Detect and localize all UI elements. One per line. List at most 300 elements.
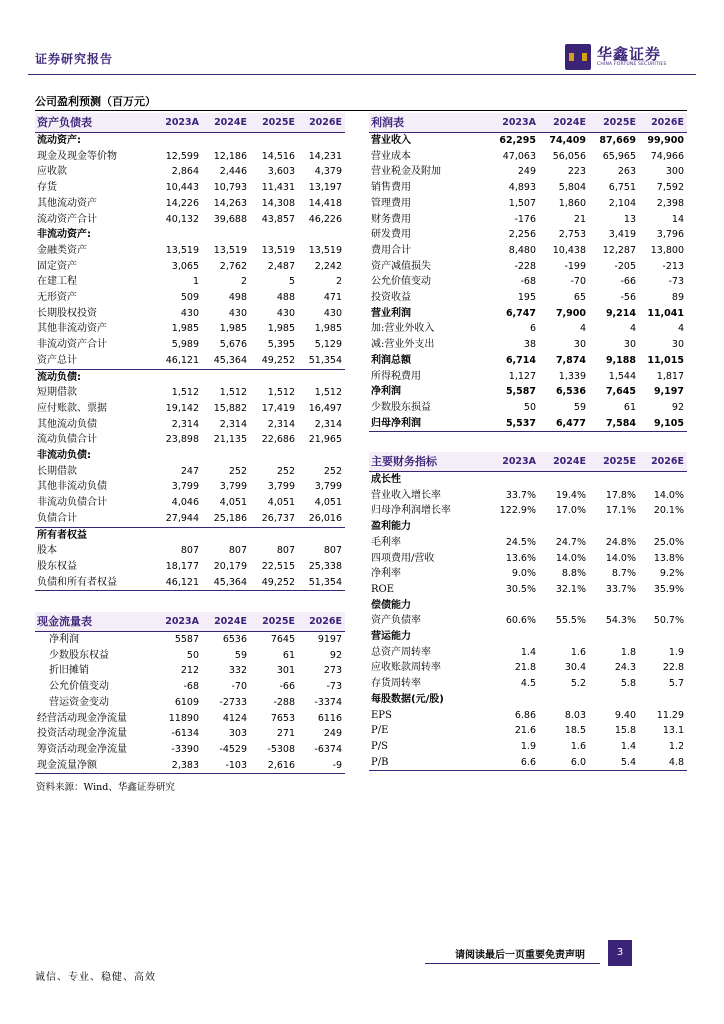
cell-value: 2,753 [558, 229, 586, 241]
table-row [35, 180, 345, 196]
row-label: 流动负债: [35, 369, 147, 385]
cell-value [639, 472, 687, 488]
row-label: 每股数据(元/股) [371, 693, 444, 705]
table-row [35, 133, 345, 149]
cell-value: 35.9% [653, 583, 684, 595]
table-row [369, 535, 687, 551]
page-number: 3 [608, 940, 632, 966]
cell-value: 807 [323, 545, 342, 557]
cell-value: 1.4 [620, 740, 636, 752]
cell-value: 33.7% [605, 583, 636, 595]
row-label: 现金流量净额 [35, 758, 147, 774]
table-row [369, 582, 687, 598]
cell-value: 301 [276, 665, 295, 677]
cell-value: 50 [186, 649, 199, 661]
row-label: 存货 [37, 182, 57, 194]
row-label: 营业税金及附加 [371, 166, 441, 178]
row-label: 流动资产: [37, 135, 81, 146]
table-row [35, 321, 345, 337]
cell-value: 2 [335, 276, 342, 288]
cell-value: 212 [180, 665, 199, 677]
cell-value [589, 472, 639, 488]
cell-value: 18,177 [165, 560, 199, 572]
cell-value: 2,446 [219, 166, 247, 178]
cell-value: 1,127 [508, 370, 536, 382]
cell-value: 56,056 [552, 150, 586, 162]
cell-value [639, 519, 687, 535]
cell-value [489, 519, 539, 535]
cell-value: 9,214 [605, 307, 636, 319]
table-row [35, 511, 345, 527]
table-row [35, 306, 345, 322]
cell-value: 4,046 [171, 497, 199, 509]
table-row [369, 133, 687, 149]
row-label: 净利润 [49, 634, 79, 645]
cell-value: 6109 [174, 696, 199, 708]
cell-value: 22,515 [261, 560, 295, 572]
row-label: 投资收益 [371, 292, 411, 304]
cell-value: 49,252 [261, 354, 295, 366]
cell-value: -56 [620, 292, 636, 304]
row-label: ROE [371, 583, 395, 595]
cell-value: 9,197 [653, 386, 684, 398]
cell-value: 2,314 [267, 418, 295, 430]
cell-value: 430 [276, 307, 295, 319]
cell-value: 1 [192, 276, 199, 288]
cell-value: 20,179 [213, 560, 247, 572]
table-header [369, 452, 687, 472]
row-label: 投资活动现金净流量 [37, 728, 127, 740]
cell-value [250, 227, 298, 243]
table-row [35, 543, 345, 559]
cell-value: 2,314 [171, 418, 199, 430]
table-row [35, 726, 345, 742]
cell-value: 3,796 [656, 229, 684, 241]
cell-value [489, 472, 539, 488]
row-label: 净利率 [371, 568, 401, 580]
source-note: 资料来源：Wind、华鑫证券研究 [36, 782, 175, 793]
cell-value: 59 [573, 401, 586, 413]
cell-value: 11890 [168, 712, 199, 724]
cell-value: 3,603 [267, 166, 295, 178]
cell-value: 7653 [270, 712, 295, 724]
cell-value: 51,354 [308, 354, 342, 366]
cell-value: 2,314 [314, 418, 342, 430]
row-label: 其他流动负债 [37, 418, 97, 430]
cell-value: 47,063 [502, 150, 536, 162]
cell-value: 3,799 [219, 481, 247, 493]
cell-value: 30 [671, 339, 684, 351]
cell-value [539, 519, 589, 535]
row-label: 销售费用 [371, 182, 411, 194]
cell-value: 17,419 [261, 402, 295, 414]
cell-value [539, 472, 589, 488]
cell-value: 24.8% [605, 536, 636, 548]
cell-value: 7,874 [555, 354, 586, 366]
row-label: 应收账款周转率 [371, 662, 441, 674]
cell-value: 6.0 [539, 755, 589, 771]
row-label: 净利润 [371, 386, 401, 398]
table-row [35, 448, 345, 464]
cell-value [539, 598, 589, 614]
cell-value: 25.0% [653, 536, 684, 548]
table-row [369, 259, 687, 275]
cell-value: 223 [567, 166, 586, 178]
cell-value: 55.5% [555, 615, 586, 627]
cell-value: 3,065 [171, 260, 199, 272]
year-header: 2025E [589, 452, 639, 472]
table-row [35, 164, 345, 180]
row-label: 固定资产 [37, 260, 77, 272]
row-label: 流动资产合计 [37, 213, 97, 225]
cell-value: 263 [617, 166, 636, 178]
table-row [369, 290, 687, 306]
cell-value [147, 369, 202, 385]
table-row [35, 464, 345, 480]
table-row [35, 259, 345, 275]
row-label: 盈利能力 [371, 521, 411, 533]
table-row [369, 519, 687, 535]
row-label: 股本 [37, 545, 57, 557]
row-label: 总资产周转率 [371, 646, 431, 658]
cell-value: 9.0% [511, 568, 536, 580]
row-label: 非流动资产合计 [37, 339, 107, 351]
cell-value: 6.6 [489, 755, 539, 771]
table-row [35, 527, 345, 543]
table-row [35, 559, 345, 575]
table-row [369, 472, 687, 488]
cell-value [250, 448, 298, 464]
row-label: 流动负债合计 [37, 434, 97, 446]
cell-value: 7645 [270, 634, 295, 645]
cell-value [147, 133, 202, 149]
cell-value: 14,516 [261, 150, 295, 162]
cell-value: 13,800 [650, 244, 684, 256]
table-row [369, 755, 687, 771]
table-row [369, 400, 687, 416]
cell-value: -3390 [171, 743, 199, 755]
cell-value: 65,965 [602, 150, 636, 162]
cell-value: 4,051 [267, 497, 295, 509]
cell-value [147, 527, 202, 543]
disclaimer-link[interactable]: 请阅读最后一页重要免责声明 [455, 950, 585, 961]
cell-value: 332 [228, 665, 247, 677]
row-label: 财务费用 [371, 213, 411, 225]
year-header: 2024E [202, 612, 250, 632]
row-label: 公允价值变动 [49, 681, 109, 693]
table-row [35, 648, 345, 664]
cell-value: 46,226 [308, 213, 342, 225]
cell-value: 2,383 [147, 758, 202, 774]
cell-value: 11,015 [647, 354, 684, 366]
cell-value: 21.6 [514, 725, 536, 737]
table-row [369, 149, 687, 165]
cell-value: -6374 [314, 743, 342, 755]
cell-value: 92 [671, 401, 684, 413]
cell-value: 430 [180, 307, 199, 319]
cell-value [298, 133, 345, 149]
cell-value: 32.1% [555, 583, 586, 595]
cell-value: 1,512 [267, 387, 295, 399]
cell-value: 4 [677, 323, 684, 335]
cell-value: 8.03 [564, 709, 586, 721]
cell-value: 7,900 [555, 307, 586, 319]
cell-value [589, 692, 639, 708]
cell-value: 6.86 [514, 709, 536, 721]
cell-value [539, 629, 589, 645]
cell-value: 22.8 [662, 662, 684, 674]
table-row [369, 306, 687, 322]
cell-value: 1.8 [620, 646, 636, 658]
cell-value: 30.4 [564, 662, 586, 674]
row-label: 营业收入 [371, 135, 411, 146]
section-title: 公司盈利预测（百万元） [35, 95, 156, 108]
cell-value: 92 [329, 649, 342, 661]
table-header [369, 113, 687, 133]
row-label: 加:营业外收入 [371, 323, 435, 335]
cell-value: 14,418 [308, 197, 342, 209]
logo-icon [565, 44, 591, 70]
cell-value: 12,599 [165, 150, 199, 162]
cell-value: 14,226 [165, 197, 199, 209]
row-label: 费用合计 [371, 244, 411, 256]
cell-value: 30 [623, 339, 636, 351]
row-label: 其他非流动资产 [37, 323, 107, 335]
cell-value: 2 [240, 276, 247, 288]
table-row [369, 196, 687, 212]
table-row [35, 679, 345, 695]
cell-value: 4 [629, 323, 636, 335]
cell-value [202, 133, 250, 149]
cell-value: 6,747 [505, 307, 536, 319]
report-type: 证券研究报告 [35, 52, 114, 66]
cell-value: 17.0% [555, 505, 586, 517]
cell-value: 122.9% [499, 505, 536, 517]
cell-value: 14,308 [261, 197, 295, 209]
table-title: 利润表 [369, 113, 489, 133]
table-row [369, 692, 687, 708]
cell-value: 23,898 [165, 434, 199, 446]
cell-value [202, 227, 250, 243]
year-header: 2026E [298, 612, 345, 632]
company-logo [565, 44, 667, 70]
cell-value: -73 [668, 276, 684, 288]
table-row [35, 479, 345, 495]
cell-value: 807 [276, 545, 295, 557]
table-row [369, 337, 687, 353]
table-row [369, 708, 687, 724]
table-row [369, 660, 687, 676]
table-row [369, 566, 687, 582]
cell-value: 1,512 [171, 387, 199, 399]
row-label: 毛利率 [371, 536, 401, 548]
table-row [35, 274, 345, 290]
cell-value: 15.8 [614, 725, 636, 737]
cell-value: 5 [288, 276, 295, 288]
cell-value: 51,354 [298, 575, 345, 591]
table-row [369, 676, 687, 692]
row-label: P/S [371, 740, 388, 752]
row-label: 无形资产 [37, 292, 77, 304]
cell-value: 45,364 [202, 575, 250, 591]
cell-value: 12,186 [213, 150, 247, 162]
cell-value [202, 448, 250, 464]
row-label: 利润总额 [371, 354, 411, 366]
row-label: 经营活动现金净流量 [37, 712, 127, 724]
row-label: 折旧摊销 [49, 665, 89, 677]
cell-value: 249 [323, 728, 342, 740]
cell-value: 9,105 [639, 416, 687, 432]
cell-value: 49,252 [250, 575, 298, 591]
row-label: 负债合计 [37, 512, 77, 524]
cell-value: 13,519 [308, 244, 342, 256]
cell-value: 2,762 [219, 260, 247, 272]
row-label: 长期股权投资 [37, 307, 97, 319]
cell-value: 4,051 [314, 497, 342, 509]
table-row [35, 385, 345, 401]
table-row [369, 227, 687, 243]
table-row [369, 645, 687, 661]
cell-value: -68 [520, 276, 536, 288]
row-label: 营业收入增长率 [371, 489, 441, 501]
cell-value [489, 629, 539, 645]
cell-value: 252 [228, 465, 247, 477]
cell-value: 471 [323, 292, 342, 304]
cell-value: 9197 [317, 634, 342, 645]
table-row [369, 488, 687, 504]
cell-value: 1.9 [520, 740, 536, 752]
cell-value: 807 [228, 545, 247, 557]
cell-value: 4.5 [520, 678, 536, 690]
cell-value: 11.29 [656, 709, 684, 721]
table-row [369, 503, 687, 519]
cell-value: 33.7% [505, 489, 536, 501]
cell-value: 46,121 [165, 354, 199, 366]
cell-value: 5.7 [668, 678, 684, 690]
cell-value: 60.6% [505, 615, 536, 627]
cell-value: 1,339 [558, 370, 586, 382]
row-label: 应付账款、票据 [37, 402, 107, 414]
row-label: 营运资金变动 [49, 696, 109, 708]
row-label: 资产减值损失 [371, 260, 431, 272]
cell-value: 17.1% [605, 505, 636, 517]
cell-value: 45,364 [213, 354, 247, 366]
cell-value: -66 [620, 276, 636, 288]
row-label: 非流动负债: [37, 450, 91, 462]
cell-value: -66 [279, 681, 295, 693]
cell-value: -176 [514, 213, 536, 225]
cell-value: 38 [523, 339, 536, 351]
row-label: 偿债能力 [371, 599, 411, 611]
table-row [369, 212, 687, 228]
table-row [369, 723, 687, 739]
cell-value [298, 527, 345, 543]
cell-value: 12,287 [602, 244, 636, 256]
cell-value: 13,519 [261, 244, 295, 256]
cell-value: -103 [202, 758, 250, 774]
cell-value: 46,121 [147, 575, 202, 591]
row-label: 长期借款 [37, 465, 77, 477]
table-row [369, 739, 687, 755]
row-label: 所有者权益 [35, 527, 147, 543]
table-row [35, 369, 345, 385]
cell-value: 54.3% [605, 615, 636, 627]
cell-value [298, 369, 345, 385]
cell-value: 16,497 [308, 402, 342, 414]
table-row [35, 149, 345, 165]
cell-value: 2,487 [267, 260, 295, 272]
row-label: 成长性 [371, 474, 401, 485]
cell-value [489, 598, 539, 614]
table-row [35, 337, 345, 353]
year-header: 2025E [589, 113, 639, 133]
year-header: 2026E [298, 113, 345, 133]
cell-value: 21 [573, 213, 586, 225]
cell-value: 61 [623, 401, 636, 413]
cell-value: 26,016 [308, 512, 342, 524]
cell-value: 252 [323, 465, 342, 477]
cell-value: -6134 [171, 728, 199, 740]
cell-value: 19.4% [555, 489, 586, 501]
cell-value: 9.2% [659, 568, 684, 580]
row-label: 金融类资产 [37, 244, 87, 256]
table-row [35, 243, 345, 259]
year-header: 2023A [147, 113, 202, 133]
cell-value: 3,799 [267, 481, 295, 493]
cell-value: 65 [573, 292, 586, 304]
table-title: 资产负债表 [35, 113, 147, 133]
cell-value: 6,714 [505, 354, 536, 366]
cell-value: 30.5% [505, 583, 536, 595]
year-header: 2026E [639, 452, 687, 472]
cell-value: 6,477 [539, 416, 589, 432]
cell-value: 15,882 [213, 402, 247, 414]
cell-value: 87,669 [599, 135, 636, 146]
cell-value: 13 [623, 213, 636, 225]
cell-value: 509 [180, 292, 199, 304]
cell-value: 74,966 [650, 150, 684, 162]
cell-value: 7,592 [656, 182, 684, 194]
cell-value: 25,338 [308, 560, 342, 572]
cell-value: 27,944 [165, 512, 199, 524]
cell-value: 25,186 [213, 512, 247, 524]
year-header: 2023A [489, 452, 539, 472]
cell-value [298, 227, 345, 243]
balance-sheet-table [35, 113, 345, 591]
cell-value: -70 [570, 276, 586, 288]
cell-value [250, 527, 298, 543]
cell-value: 6,536 [555, 386, 586, 398]
cell-value: 5.4 [589, 755, 639, 771]
cell-value [639, 692, 687, 708]
cell-value: 4124 [222, 712, 247, 724]
table-row [35, 711, 345, 727]
cell-value: 24.3 [614, 662, 636, 674]
cell-value [147, 227, 202, 243]
cell-value: 10,793 [213, 182, 247, 194]
year-header: 2024E [539, 113, 589, 133]
row-label: 应收款 [37, 166, 67, 178]
cell-value: 5.8 [620, 678, 636, 690]
cell-value: 4.8 [639, 755, 687, 771]
cell-value: 50 [523, 401, 536, 413]
disclaimer-underline [425, 963, 600, 964]
cell-value: 74,409 [549, 135, 586, 146]
table-row [35, 695, 345, 711]
cell-value: 14.0% [555, 552, 586, 564]
table-title: 现金流量表 [35, 612, 147, 632]
table-row [369, 613, 687, 629]
